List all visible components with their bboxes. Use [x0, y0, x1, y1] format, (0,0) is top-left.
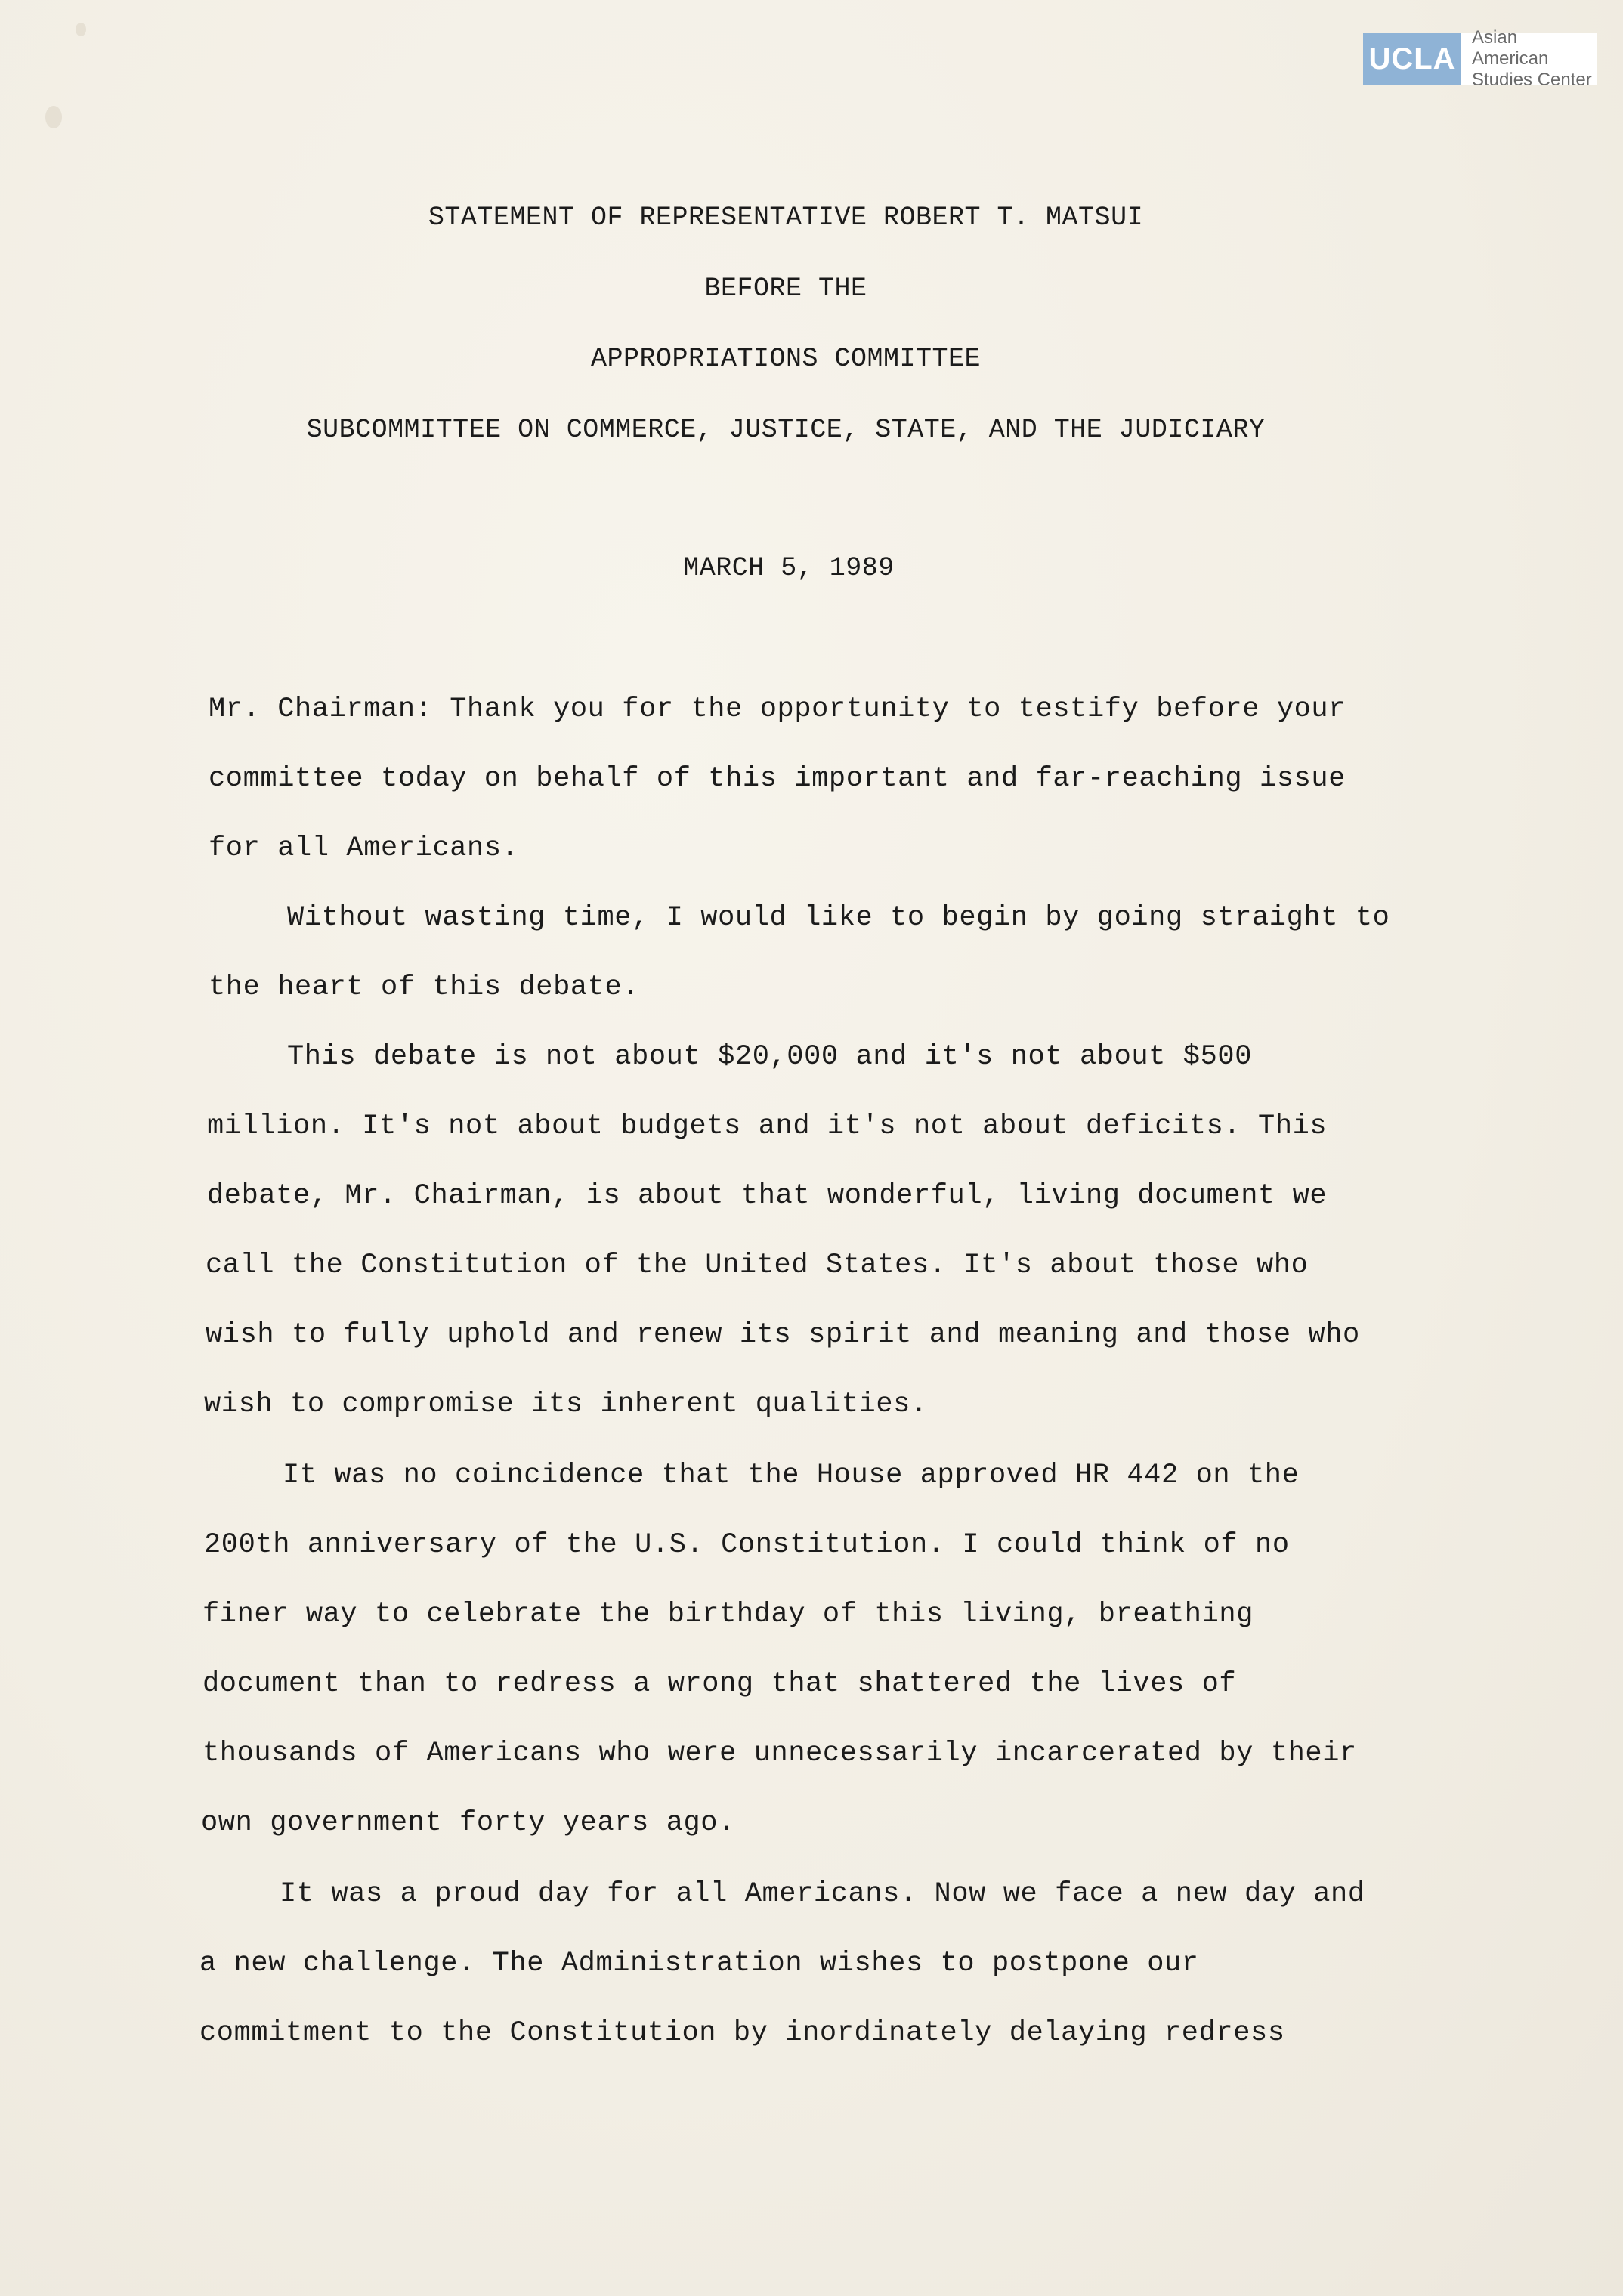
body-line: debate, Mr. Chairman, is about that wonderful, living document we: [207, 1180, 1328, 1212]
center-name-line2: Studies Center: [1472, 70, 1592, 90]
body-line: Mr. Chairman: Thank you for the opportunity to testify before your: [209, 694, 1346, 725]
paper-smudge: [76, 23, 86, 36]
body-line: own government forty years ago.: [201, 1807, 735, 1839]
body-line: finer way to celebrate the birthday of this living, breathing: [202, 1599, 1254, 1630]
body-line: document than to redress a wrong that shattered the lives of: [202, 1668, 1237, 1700]
ucla-logo-mark: UCLA: [1363, 33, 1461, 85]
center-name-line1: Asian American: [1472, 27, 1549, 69]
body-line: 200th anniversary of the U.S. Constitution. I could think of no: [204, 1529, 1290, 1561]
heading-date: MARCH 5, 1989: [683, 553, 895, 583]
center-name: [1461, 27, 1597, 90]
body-line: thousands of Americans who were unnecessarily incarcerated by their: [202, 1738, 1357, 1769]
ucla-aasc-logo: [1363, 27, 1597, 90]
body-line: Without wasting time, I would like to begin by going straight to: [287, 902, 1390, 934]
body-line: It was no coincidence that the House approved HR 442 on the: [283, 1460, 1300, 1491]
body-line: a new challenge. The Administration wishes to postpone our: [199, 1948, 1199, 1979]
heading-committee: APPROPRIATIONS COMMITTEE: [590, 344, 982, 374]
heading-subcommittee: SUBCOMMITTEE ON COMMERCE, JUSTICE, STATE, AND THE JUDICIARY: [306, 415, 1266, 445]
heading-title: STATEMENT OF REPRESENTATIVE ROBERT T. MATSUI: [428, 202, 1144, 233]
body-line: committee today on behalf of this important and far-reaching issue: [209, 763, 1346, 795]
heading-before: BEFORE THE: [704, 273, 867, 304]
body-line: for all Americans.: [209, 833, 519, 864]
body-line: wish to fully uphold and renew its spirit and meaning and those who: [206, 1319, 1360, 1351]
body-line: wish to compromise its inherent qualities.: [204, 1389, 928, 1420]
body-line: the heart of this debate.: [209, 972, 640, 1003]
paper-smudge: [45, 106, 62, 128]
body-line: It was a proud day for all Americans. Now we face a new day and: [280, 1878, 1365, 1910]
body-line: This debate is not about $20,000 and it's not about $500: [287, 1041, 1253, 1073]
body-line: call the Constitution of the United States. It's about those who: [206, 1250, 1309, 1281]
body-line: commitment to the Constitution by inordinately delaying redress: [199, 2017, 1285, 2049]
body-line: million. It's not about budgets and it's not about deficits. This: [207, 1111, 1328, 1142]
